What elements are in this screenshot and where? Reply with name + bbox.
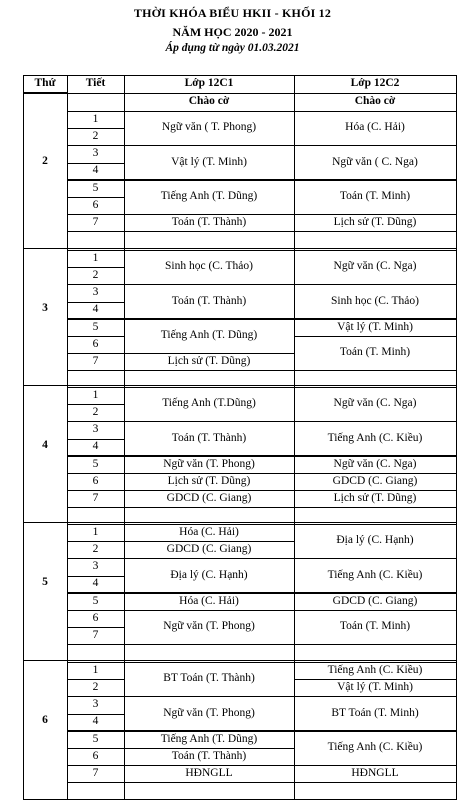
subject-cell-12c2: Tiếng Anh (C. Kiều) xyxy=(327,663,423,676)
period-row-border xyxy=(67,558,124,559)
subject-cell-12c2: Ngữ văn ( C. Nga) xyxy=(332,155,418,168)
subject-row-border xyxy=(124,421,294,422)
subject-row-border xyxy=(294,421,456,422)
subject-cell-12c2: Sinh học (C. Thảo) xyxy=(331,294,419,307)
subject-cell-12c1: Sinh học (C. Thảo) xyxy=(165,260,253,273)
subject-cell-12c1: Lịch sử (T. Dũng) xyxy=(167,355,251,368)
period-row-border xyxy=(67,730,124,732)
period-number: 3 xyxy=(92,286,99,299)
period-row-border xyxy=(67,610,124,611)
subject-cell-12c1: Tiếng Anh (T. Dũng) xyxy=(160,190,258,203)
day-number: 6 xyxy=(42,714,48,727)
column-border xyxy=(294,75,295,800)
subject-row-border xyxy=(124,558,294,559)
period-number: 4 xyxy=(92,164,99,177)
period-number: 7 xyxy=(92,767,99,780)
subject-cell-12c1: Lịch sử (T. Dũng) xyxy=(167,474,251,487)
subject-cell-12c2: Tiếng Anh (C. Kiều) xyxy=(327,568,423,581)
period-row-border xyxy=(67,163,124,164)
day-number: 4 xyxy=(42,439,48,452)
day-number: 2 xyxy=(42,155,48,168)
period-number: 3 xyxy=(92,560,99,573)
period-number: 6 xyxy=(92,337,99,350)
period-row-border xyxy=(67,455,124,457)
subject-cell-12c2: Toán (T. Minh) xyxy=(339,620,411,633)
period-row-border xyxy=(67,748,124,749)
period-number: 5 xyxy=(92,181,99,194)
period-row-border xyxy=(67,197,124,198)
period-row-border xyxy=(67,627,124,628)
flag-salute-12c1: Chào cờ xyxy=(188,95,230,108)
subject-row-border xyxy=(294,765,456,766)
subject-cell-12c1: Ngữ văn (T. Phong) xyxy=(163,706,255,719)
subject-cell-12c2: BT Toán (T. Minh) xyxy=(331,706,419,719)
column-border xyxy=(23,75,24,800)
subject-row-border xyxy=(294,455,456,457)
subject-row-border xyxy=(124,214,294,215)
column-header-12c1: Lớp 12C1 xyxy=(184,77,234,90)
subject-cell-12c1: Toán (T. Thành) xyxy=(171,216,247,229)
period-number: 5 xyxy=(92,320,99,333)
subject-cell-12c1: HĐNGLL xyxy=(185,767,233,780)
subject-cell-12c2: Hóa (C. Hải) xyxy=(345,121,405,134)
period-number: 7 xyxy=(92,492,99,505)
period-row-border xyxy=(67,336,124,337)
subject-row-border xyxy=(124,455,294,457)
subject-row-border xyxy=(294,214,456,215)
period-row-border xyxy=(67,179,124,181)
subject-cell-12c1: Tiếng Anh (T.Dũng) xyxy=(162,397,256,410)
period-row-border xyxy=(67,714,124,715)
period-number: 1 xyxy=(92,251,99,264)
schedule-title: THỜI KHÓA BIỂU HKII - KHỐI 12 xyxy=(133,6,332,20)
subject-row-border xyxy=(294,490,456,491)
subject-cell-12c2: Tiếng Anh (C. Kiều) xyxy=(327,431,423,444)
day-separator xyxy=(23,660,456,661)
period-number: 2 xyxy=(92,269,99,282)
day-block-bottom xyxy=(67,370,456,371)
column-border xyxy=(67,75,68,800)
period-number: 1 xyxy=(92,663,99,676)
period-row-border xyxy=(67,214,124,215)
period-number: 5 xyxy=(92,457,99,470)
period-number: 6 xyxy=(92,749,99,762)
period-number: 4 xyxy=(92,440,99,453)
subject-cell-12c2: Toán (T. Minh) xyxy=(339,190,411,203)
effective-date: Áp dụng từ ngày 01.03.2021 xyxy=(165,42,300,54)
subject-cell-12c1: Ngữ văn (T. Phong) xyxy=(163,620,255,633)
day-number: 5 xyxy=(42,576,48,589)
subject-cell-12c1: Ngữ văn ( T. Phong) xyxy=(161,121,257,134)
period-number: 3 xyxy=(92,147,99,160)
subject-cell-12c2: Ngữ văn (C. Nga) xyxy=(333,260,417,273)
subject-row-border xyxy=(124,318,294,320)
day-block-bottom xyxy=(67,782,456,783)
period-number: 2 xyxy=(92,681,99,694)
period-number: 7 xyxy=(92,629,99,642)
period-row-border xyxy=(67,302,124,303)
subject-row-border xyxy=(294,696,456,697)
period-number: 6 xyxy=(92,611,99,624)
period-number: 7 xyxy=(92,216,99,229)
subject-row-border xyxy=(124,730,294,732)
column-border xyxy=(124,75,125,800)
subject-row-border xyxy=(294,284,456,285)
day-separator xyxy=(23,248,456,249)
subject-row-border xyxy=(294,592,456,594)
period-number: 3 xyxy=(92,698,99,711)
period-number: 2 xyxy=(92,543,99,556)
day-separator xyxy=(23,385,456,386)
subject-row-border xyxy=(294,179,456,181)
period-row-border xyxy=(67,404,124,405)
column-header-12c2: Lớp 12C2 xyxy=(350,77,400,90)
period-number: 5 xyxy=(92,594,99,607)
subject-cell-12c2: Lịch sử (T. Dũng) xyxy=(333,492,417,505)
day-block-bottom xyxy=(67,644,456,645)
subject-row-border xyxy=(294,318,456,320)
subject-row-border xyxy=(124,490,294,491)
day-block-bottom xyxy=(67,231,456,232)
subject-cell-12c1: GDCD (C. Giang) xyxy=(166,492,252,505)
period-number: 2 xyxy=(92,130,99,143)
period-row-border xyxy=(67,284,124,285)
period-number: 6 xyxy=(92,474,99,487)
subject-cell-12c1: GDCD (C. Giang) xyxy=(166,543,252,556)
subject-row-border xyxy=(294,679,456,680)
subject-cell-12c2: GDCD (C. Giang) xyxy=(332,594,418,607)
subject-cell-12c2: Ngữ văn (C. Nga) xyxy=(333,457,417,470)
period-row-border xyxy=(67,473,124,474)
column-border xyxy=(456,75,457,800)
day-separator xyxy=(23,522,456,523)
period-number: 6 xyxy=(92,198,99,211)
flag-salute-12c2: Chào cờ xyxy=(354,95,396,108)
subject-cell-12c1: Tiếng Anh (T. Dũng) xyxy=(160,732,258,745)
period-number: 5 xyxy=(92,732,99,745)
subject-row-border xyxy=(124,765,294,766)
subject-row-border xyxy=(124,748,294,749)
subject-row-border xyxy=(124,592,294,594)
period-row-border xyxy=(67,128,124,129)
subject-row-border xyxy=(294,730,456,732)
subject-cell-12c2: Ngữ văn (C. Nga) xyxy=(333,397,417,410)
day-number: 3 xyxy=(42,302,48,315)
subject-row-border xyxy=(294,610,456,611)
subject-row-border xyxy=(124,353,294,354)
subject-cell-12c1: Vật lý (T. Minh) xyxy=(171,155,247,168)
subject-cell-12c2: Vật lý (T. Minh) xyxy=(337,320,413,333)
subject-row-border xyxy=(124,696,294,697)
subject-cell-12c1: Ngữ văn (T. Phong) xyxy=(163,457,255,470)
subject-cell-12c2: Địa lý (C. Hạnh) xyxy=(336,534,414,547)
period-row-border xyxy=(67,353,124,354)
period-number: 3 xyxy=(92,423,99,436)
period-number: 4 xyxy=(92,303,99,316)
subject-cell-12c1: Toán (T. Thành) xyxy=(171,431,247,444)
subject-cell-12c1: BT Toán (T. Thành) xyxy=(163,672,255,685)
subject-cell-12c1: Toán (T. Thành) xyxy=(171,294,247,307)
period-number: 4 xyxy=(92,577,99,590)
subject-row-border xyxy=(124,179,294,181)
period-number: 2 xyxy=(92,406,99,419)
subject-cell-12c1: Toán (T. Thành) xyxy=(171,749,247,762)
subject-row-border xyxy=(294,336,456,337)
period-row-border xyxy=(67,679,124,680)
subject-row-border xyxy=(124,610,294,611)
period-row-border xyxy=(67,576,124,577)
subject-cell-12c1: Hóa (C. Hải) xyxy=(179,525,239,538)
subject-row-border xyxy=(294,558,456,559)
subject-cell-12c2: Toán (T. Minh) xyxy=(339,346,411,359)
period-row-border xyxy=(67,592,124,594)
subject-row-border xyxy=(294,473,456,474)
column-header-day: Thứ xyxy=(34,77,56,90)
subject-cell-12c2: HĐNGLL xyxy=(351,767,399,780)
subject-cell-12c2: Lịch sử (T. Dũng) xyxy=(333,216,417,229)
period-row-border xyxy=(67,490,124,491)
period-number: 1 xyxy=(92,112,99,125)
column-header-period: Tiết xyxy=(85,77,106,90)
subject-cell-12c2: Tiếng Anh (C. Kiều) xyxy=(327,741,423,754)
period-row-border xyxy=(67,541,124,542)
subject-cell-12c1: Địa lý (C. Hạnh) xyxy=(170,568,248,581)
period-number: 4 xyxy=(92,715,99,728)
subject-row-border xyxy=(124,541,294,542)
period-row-border xyxy=(67,145,124,146)
period-number: 7 xyxy=(92,355,99,368)
period-row-border xyxy=(67,765,124,766)
subject-cell-12c1: Hóa (C. Hải) xyxy=(179,594,239,607)
table-bottom-border xyxy=(23,799,456,800)
period-number: 1 xyxy=(92,525,99,538)
day-block-bottom xyxy=(67,507,456,508)
subject-row-border xyxy=(124,473,294,474)
subject-row-border xyxy=(294,145,456,146)
subject-row-border xyxy=(124,284,294,285)
period-row-border xyxy=(67,267,124,268)
subject-cell-12c1: Tiếng Anh (T. Dũng) xyxy=(160,329,258,342)
period-row-border xyxy=(67,421,124,422)
period-row-border xyxy=(67,318,124,320)
subject-cell-12c2: Vật lý (T. Minh) xyxy=(337,681,413,694)
school-year: NĂM HỌC 2020 - 2021 xyxy=(172,25,293,39)
subject-cell-12c2: GDCD (C. Giang) xyxy=(332,474,418,487)
period-row-border xyxy=(67,696,124,697)
period-row-border xyxy=(67,439,124,440)
subject-row-border xyxy=(124,145,294,146)
period-number: 1 xyxy=(92,388,99,401)
